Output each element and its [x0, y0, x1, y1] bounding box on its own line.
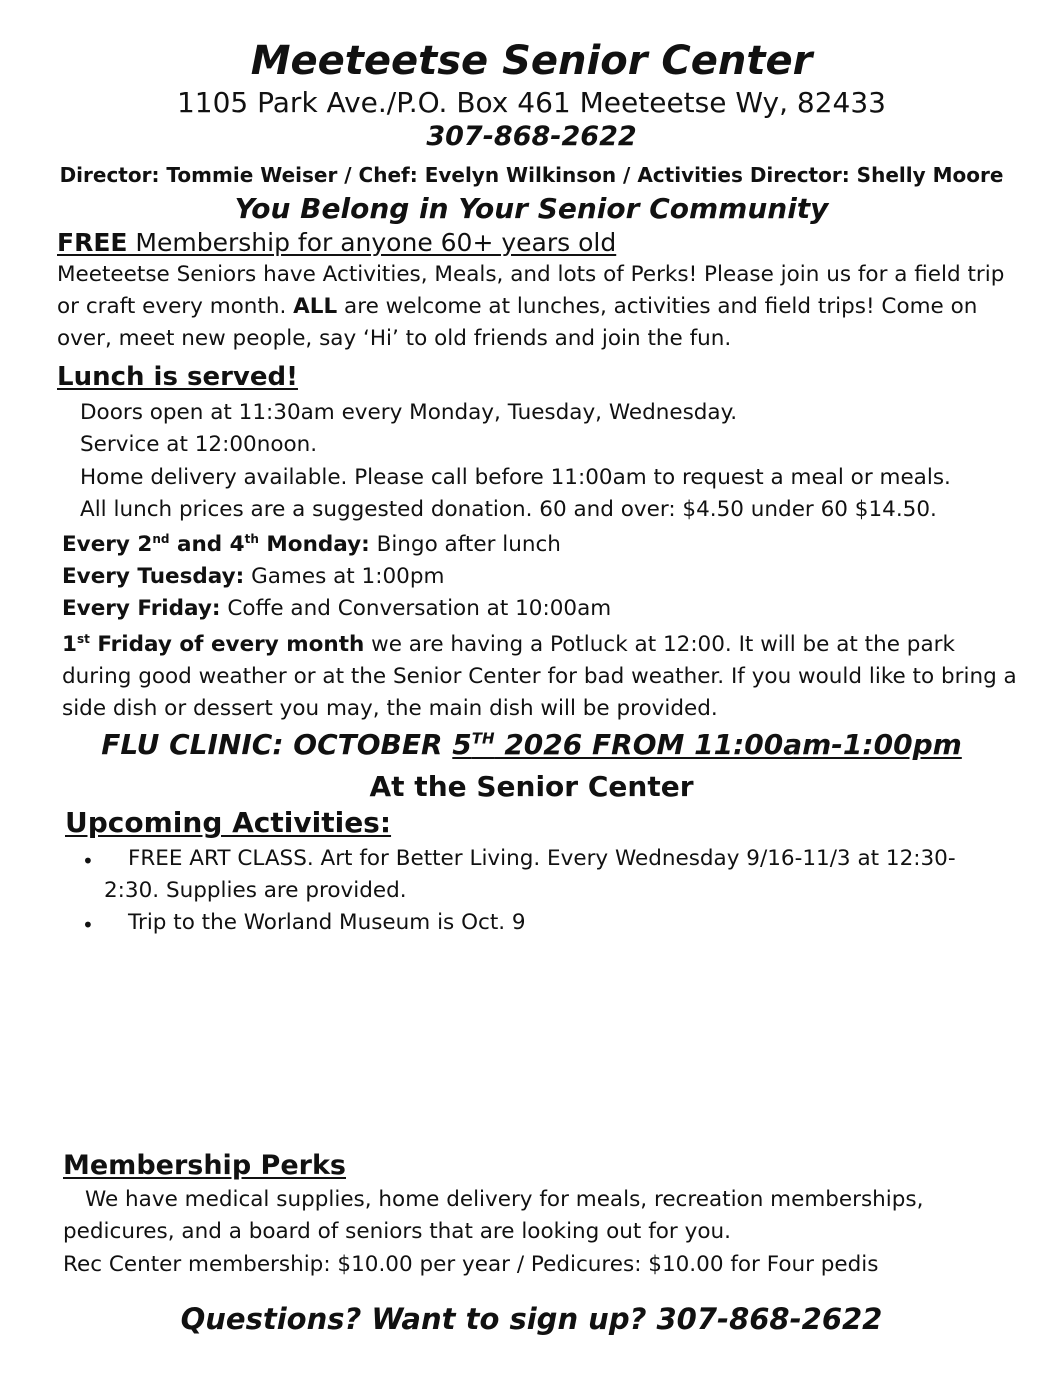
intro-bold: ALL: [293, 294, 338, 319]
upcoming-heading: Upcoming Activities:: [65, 806, 392, 839]
friday-text: Coffe and Conversation at 10:00am: [220, 596, 612, 621]
friday-label: Every Friday:: [62, 596, 221, 621]
bingo-label: Monday:: [258, 532, 370, 557]
potluck-label: Friday of every month: [89, 632, 365, 657]
bingo-text: Bingo after lunch: [369, 532, 561, 557]
free-word: FREE: [57, 228, 128, 257]
intro-text-1: Meeteetse Seniors have Activities, Meals, and lots of Perks! Please join us for a field trip or craft every month.: [57, 262, 1005, 319]
flu-time: 2026 FROM 11:00am-1:00pm: [494, 728, 962, 761]
flu-clinic-line: [0, 728, 1063, 761]
flu-label: FLU CLINIC: OCTOBER: [101, 728, 453, 761]
potluck-paragraph: [62, 629, 1017, 725]
ordinal-suffix: st: [76, 631, 90, 646]
friday-schedule: [62, 596, 611, 621]
tuesday-schedule: [62, 564, 444, 589]
flu-date: 5: [452, 728, 472, 761]
ordinal-suffix: nd: [152, 531, 170, 546]
list-item-continuation: 2:30. Supplies are provided.: [104, 878, 407, 903]
lunch-line: Service at 12:00noon.: [80, 432, 318, 457]
bullet-icon: •: [82, 849, 94, 873]
lunch-line: All lunch prices are a suggested donation. 60 and over: $4.50 under 60 $14.50.: [80, 497, 937, 522]
bingo-label: Every 2: [62, 532, 153, 557]
free-membership-line: [57, 228, 616, 257]
perks-line: Rec Center membership: $10.00 per year / Pedicures: $10.00 for Four pedis: [63, 1252, 879, 1277]
list-item: Trip to the Worland Museum is Oct. 9: [128, 910, 526, 935]
perks-line: We have medical supplies, home delivery for meals, recreation memberships,: [85, 1187, 924, 1212]
potluck-text: we are having a Potluck at 12:00. It will be at the park during good weather or at the Senior Center for bad weather. If you would like to bring a side dish or dessert you may, the main dish will be provided.: [62, 632, 1017, 721]
intro-paragraph: [57, 259, 1017, 355]
tuesday-label: Every Tuesday:: [62, 564, 245, 589]
free-membership-text: Membership for anyone 60+ years old: [127, 228, 617, 257]
ordinal-suffix: TH: [471, 729, 495, 748]
intro-text-2: are welcome at lunches, activities and field trips! Come on over, meet new people, say ‘Hi’ to old friends and join the fun.: [57, 294, 978, 351]
flu-clinic-place: At the Senior Center: [369, 770, 694, 803]
perks-line: pedicures, and a board of seniors that are looking out for you.: [63, 1219, 731, 1244]
list-item: FREE ART CLASS. Art for Better Living. Every Wednesday 9/16-11/3 at 12:30-: [128, 846, 956, 871]
questions-line: Questions? Want to sign up? 307-868-2622: [180, 1302, 883, 1336]
lunch-line: Home delivery available. Please call before 11:00am to request a meal or meals.: [80, 465, 951, 490]
potluck-label: 1: [62, 632, 77, 657]
bingo-label: and 4: [169, 532, 245, 557]
bingo-schedule: [62, 532, 561, 557]
phone-number: 307-868-2622: [426, 121, 637, 152]
staff-line: Director: Tommie Weiser / Chef: Evelyn Wilkinson / Activities Director: Shelly Moore: [59, 163, 1004, 187]
bullet-icon: •: [82, 913, 94, 937]
address: 1105 Park Ave./P.O. Box 461 Meeteetse Wy, 82433: [176, 86, 886, 119]
lunch-line: Doors open at 11:30am every Monday, Tuesday, Wednesday.: [80, 400, 738, 425]
page-title: Meeteetse Senior Center: [250, 38, 813, 84]
tagline: You Belong in Your Senior Community: [234, 192, 829, 225]
lunch-heading: Lunch is served!: [57, 362, 298, 392]
ordinal-suffix: th: [244, 531, 259, 546]
tuesday-text: Games at 1:00pm: [244, 564, 445, 589]
perks-heading: Membership Perks: [63, 1150, 346, 1181]
